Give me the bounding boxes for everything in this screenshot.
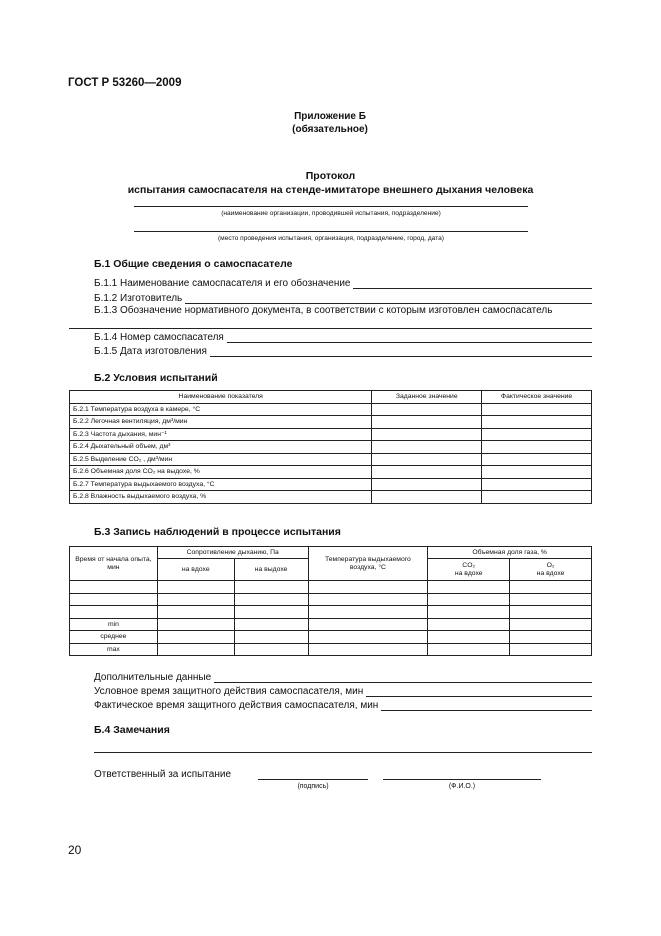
header-exhaled-temp: Температура выдыхаемого воздуха, °С [308,547,428,581]
observations-table [69,546,592,656]
data-cell[interactable] [510,643,592,656]
field-serial-number [94,331,592,344]
data-cell[interactable] [234,643,308,656]
data-cell[interactable] [157,581,234,594]
table-row [70,606,592,619]
field-nominal-time [94,685,592,698]
actual-value-cell[interactable] [482,478,592,491]
row-label: Б.2.3 Частота дыхания, мин⁻¹ [70,428,372,441]
data-cell[interactable] [157,631,234,644]
appendix-status: (обязательное) [292,124,368,135]
actual-value-cell[interactable] [482,416,592,429]
field-device-name [94,277,592,290]
table-row [70,466,592,479]
data-cell[interactable] [510,593,592,606]
data-cell[interactable] [157,618,234,631]
row-label: Б.2.6 Объемная доля CO₂ на выдохе, % [70,466,372,479]
time-cell[interactable] [70,593,158,606]
field-actual-time-line[interactable] [381,710,592,711]
signature-caption: (подпись) [297,783,329,790]
page-number: 20 [68,843,82,857]
set-value-cell[interactable] [372,416,482,429]
row-label-min: min [70,618,158,631]
header-o2 [510,559,592,581]
table-header-row [70,547,592,559]
actual-value-cell[interactable] [482,453,592,466]
appendix-title: Приложение Б [294,111,366,122]
time-cell[interactable] [70,606,158,619]
protocol-title: Протокол [305,170,356,182]
row-label: Б.2.5 Выделение CO₂ , дм³/мин [70,453,372,466]
row-label: Б.2.7 Температура выдыхаемого воздуха, °С [70,478,372,491]
table-row [70,453,592,466]
table-row [70,581,592,594]
field-serial-number-label: Б.1.4 Номер самоспасателя [94,332,224,343]
set-value-cell[interactable] [372,403,482,416]
table-row [70,478,592,491]
header-inhale: на вдохе [157,559,234,581]
header-resistance: Сопротивление дыханию, Па [157,547,308,559]
field-serial-number-line[interactable] [227,342,592,343]
table-row [70,643,592,656]
table-row [70,416,592,429]
data-cell[interactable] [234,606,308,619]
data-cell[interactable] [234,631,308,644]
header-o2-sub: на вдохе [536,569,565,577]
data-cell[interactable] [308,631,428,644]
field-device-name-label: Б.1.1 Наименование самоспасателя и его обозначение [94,278,351,289]
header-co2-label: CO₂ [462,562,476,570]
row-label-average: среднее [70,631,158,644]
data-cell[interactable] [510,581,592,594]
field-nominal-time-label: Условное время защитного действия самоспасателя, мин [94,686,364,697]
field-manufacturer-line[interactable] [185,303,592,304]
actual-value-cell[interactable] [482,441,592,454]
actual-value-cell[interactable] [482,403,592,416]
field-actual-time-label: Фактическое время защитного действия самоспасателя, мин [94,700,379,711]
test-conditions-table [69,390,592,504]
data-cell[interactable] [308,618,428,631]
field-nominal-time-line[interactable] [366,696,592,697]
responsible-label: Ответственный за испытание [94,769,232,780]
data-cell[interactable] [510,631,592,644]
field-manufacturer-label: Б.1.2 Изготовитель [94,293,183,304]
name-line[interactable] [383,779,541,780]
data-cell[interactable] [157,606,234,619]
set-value-cell[interactable] [372,491,482,504]
header-time: Время от начала опыта, мин [70,547,158,581]
field-additional-data [94,671,592,684]
field-device-name-line[interactable] [353,288,592,289]
header-set-value: Заданное значение [372,391,482,404]
table-row [70,491,592,504]
section-2-title: Б.2 Условия испытаний [94,372,218,384]
header-co2 [428,559,510,581]
set-value-cell[interactable] [372,466,482,479]
table-row [70,441,592,454]
signature-line[interactable] [258,779,368,780]
data-cell[interactable] [428,593,510,606]
field-manufacturer [94,292,592,305]
header-indicator: Наименование показателя [70,391,372,404]
set-value-cell[interactable] [372,478,482,491]
data-cell[interactable] [308,581,428,594]
org-caption: (наименование организации, проводившей испытания, подразделение) [221,210,441,217]
data-cell[interactable] [234,581,308,594]
document-code: ГОСТ Р 53260—2009 [68,77,182,89]
table-header-row [70,391,592,404]
data-cell[interactable] [510,618,592,631]
place-fill-line[interactable] [134,231,528,232]
data-cell[interactable] [428,618,510,631]
data-cell[interactable] [308,643,428,656]
data-cell[interactable] [308,593,428,606]
data-cell[interactable] [510,606,592,619]
place-caption: (место проведения испытания, организация, подразделение, город, дата) [217,235,445,242]
section-3-title: Б.3 Запись наблюдений в процессе испытания [94,526,341,538]
set-value-cell[interactable] [372,453,482,466]
section-1-title: Б.1 Общие сведения о самоспасателе [94,258,293,270]
header-gas-fraction: Объемная доля газа, % [428,547,592,559]
set-value-cell[interactable] [372,428,482,441]
field-normative-doc-label: Б.1.3 Обозначение нормативного документа, в соответствии с которым изготовлен самоспасатель [94,305,553,316]
table-row [70,403,592,416]
name-caption: (Ф.И.О.) [448,783,476,790]
field-actual-time [94,699,592,712]
remarks-line[interactable] [94,752,592,753]
row-label: Б.2.8 Влажность выдыхаемого воздуха, % [70,491,372,504]
set-value-cell[interactable] [372,441,482,454]
field-additional-data-line[interactable] [214,682,592,683]
data-cell[interactable] [428,606,510,619]
field-manufacture-date-line[interactable] [210,356,592,357]
field-additional-data-label: Дополнительные данные [94,672,212,683]
row-label: Б.2.4 Дыхательный объем, дм³ [70,441,372,454]
org-fill-line[interactable] [134,206,528,207]
data-cell[interactable] [428,581,510,594]
table-row [70,593,592,606]
protocol-subtitle: испытания самоспасателя на стенде-имитаторе внешнего дыхания человека [127,184,534,196]
row-label-max: max [70,643,158,656]
table-row [70,618,592,631]
header-o2-label: O₂ [546,562,555,570]
section-4-title: Б.4 Замечания [94,724,170,736]
row-label: Б.2.1 Температура воздуха в камере, °С [70,403,372,416]
data-cell[interactable] [234,593,308,606]
field-manufacture-date-label: Б.1.5 Дата изготовления [94,346,207,357]
data-cell[interactable] [308,606,428,619]
table-row [70,428,592,441]
field-manufacture-date [94,345,592,358]
time-cell[interactable] [70,581,158,594]
header-co2-sub: на вдохе [454,569,483,577]
data-cell[interactable] [428,643,510,656]
actual-value-cell[interactable] [482,466,592,479]
actual-value-cell[interactable] [482,428,592,441]
actual-value-cell[interactable] [482,491,592,504]
data-cell[interactable] [428,631,510,644]
row-label: Б.2.2 Легочная вентиляция, дм³/мин [70,416,372,429]
data-cell[interactable] [157,643,234,656]
table-row [70,631,592,644]
data-cell[interactable] [157,593,234,606]
header-actual-value: Фактическое значение [482,391,592,404]
field-normative-doc-line[interactable] [69,328,592,329]
data-cell[interactable] [234,618,308,631]
header-exhale: на выдохе [234,559,308,581]
